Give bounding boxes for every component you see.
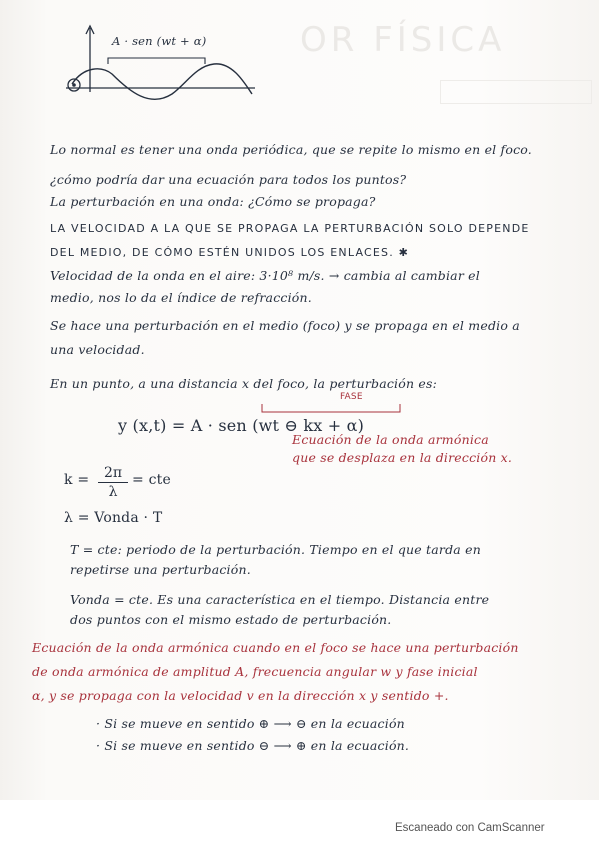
- red-line-2: de onda armónica de amplitud A, frecuencia angular w y fase inicial: [32, 664, 478, 679]
- text-line-5: DEL MEDIO, DE CÓMO ESTÉN UNIDOS LOS ENLACES. ✱: [50, 246, 409, 259]
- red-line-1: Ecuación de la onda armónica cuando en el foco se hace una perturbación: [32, 640, 519, 655]
- text-line-10: En un punto, a una distancia x del foco, la perturbación es:: [50, 376, 438, 391]
- text-line-14: dos puntos con el mismo estado de perturbación.: [70, 612, 392, 627]
- scanner-footer: Escaneado con CamScanner: [395, 822, 545, 834]
- source-dot: [72, 83, 76, 87]
- k-right: = cte: [132, 472, 171, 488]
- wave-equation: y (x,t) = A · sen (wt ⊖ kx + α): [118, 416, 365, 435]
- lambda-equation: λ = Vonda · T: [64, 510, 163, 526]
- text-line-4: LA VELOCIDAD A LA QUE SE PROPAGA LA PERTURBACIÓN SOLO DEPENDE: [50, 222, 530, 235]
- equation-note-1: Ecuación de la onda armónica: [292, 432, 489, 447]
- text-line-7: medio, nos lo da el índice de refracción.: [50, 290, 312, 305]
- text-line-1: Lo normal es tener una onda periódica, que se repite lo mismo en el foco.: [50, 142, 532, 157]
- wavelength-bracket: [108, 58, 205, 64]
- text-line-9: una velocidad.: [50, 342, 145, 357]
- k-denominator: λ: [108, 484, 118, 500]
- text-line-2: ¿cómo podría dar una ecuación para todos los puntos?: [50, 172, 407, 187]
- text-line-11: T = cte: periodo de la perturbación. Tiempo en el que tarda en: [70, 542, 481, 557]
- k-fraction: [98, 465, 128, 500]
- text-line-12: repetirse una perturbación.: [70, 562, 251, 577]
- red-line-3: α, y se propaga con la velocidad v en la dirección x y sentido +.: [32, 688, 449, 703]
- text-line-6: Velocidad de la onda en el aire: 3·10⁸ m/s. → cambia al cambiar el: [50, 268, 480, 283]
- phase-bracket: [262, 404, 400, 412]
- text-line-8: Se hace una perturbación en el medio (foco) y se propaga en el medio a: [50, 318, 520, 333]
- graph-label: A · sen (wt + α): [112, 34, 207, 48]
- k-left: k =: [64, 472, 90, 488]
- text-line-3: La perturbación en una onda: ¿Cómo se propaga?: [50, 194, 376, 209]
- k-numerator: 2π: [98, 465, 128, 483]
- header-ghost: OR FÍSICA: [300, 20, 506, 60]
- equation-note-2: que se desplaza en la dirección x.: [292, 450, 513, 465]
- phase-label: FASE: [340, 392, 363, 402]
- text-line-13: Vonda = cte. Es una característica en el tiempo. Distancia entre: [70, 592, 490, 607]
- wave-curve: [72, 64, 252, 99]
- bullet-line-1: · Si se mueve en sentido ⊕ ⟶ ⊖ en la ecuación: [96, 716, 405, 731]
- bullet-line-2: · Si se mueve en sentido ⊖ ⟶ ⊕ en la ecuación.: [96, 738, 410, 753]
